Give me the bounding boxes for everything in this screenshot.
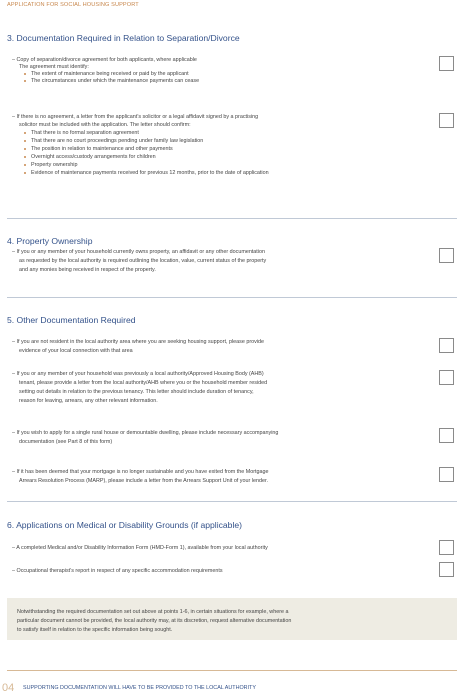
- notice-text: to satisfy itself in relation to the specific information being sought.: [17, 627, 173, 633]
- section-4-text: as requested by the local authority is required outlining the location, value, current status of the property: [19, 258, 267, 264]
- section-3-text: – Copy of separation/divorce agreement for both applicants, where applicable: [12, 57, 197, 63]
- therapist-report-checkbox[interactable]: [439, 562, 454, 577]
- bullet-item: Overnight access/custody arrangements for children: [31, 154, 156, 160]
- section-5-text: tenant, please provide a letter from the local authority/AHB where you or the household member resided: [19, 380, 268, 386]
- bullet-item: That there are no court proceedings pending under family law legislation: [31, 138, 204, 144]
- section-5-text: reason for leaving, arrears, any other relevant information.: [19, 398, 158, 404]
- section-5-text: – If you wish to apply for a single rural house or demountable dwelling, please include necessary accompanying: [12, 430, 279, 436]
- solicitor-letter-checkbox[interactable]: [439, 113, 454, 128]
- section-6-title: 6. Applications on Medical or Disability Grounds (if applicable): [7, 520, 243, 530]
- section-5-text: – If you or any member of your household was previously a local authority/Approved Housing Body (AHB): [12, 371, 264, 377]
- section-3-text: solicitor must be included with the application. The letter should confirm:: [19, 122, 191, 128]
- section-3-text: – If there is no agreement, a letter from the applicant’s solicitor or a legal affidavit signed by a practising: [12, 114, 259, 120]
- section-3-text: The agreement must identify:: [19, 64, 89, 70]
- section-5-text: documentation (see Part 8 of this form): [19, 439, 113, 445]
- bullet-item: The position in relation to maintenance and other payments: [31, 146, 173, 152]
- previous-tenancy-checkbox[interactable]: [439, 370, 454, 385]
- notice-box: [7, 598, 457, 640]
- medical-form-checkbox[interactable]: [439, 540, 454, 555]
- page-header: APPLICATION FOR SOCIAL HOUSING SUPPORT: [7, 2, 139, 8]
- section-divider: [7, 218, 457, 219]
- section-3-title: 3. Documentation Required in Relation to Separation/Divorce: [7, 33, 240, 43]
- footer-divider: [7, 670, 457, 671]
- section-5-text: evidence of your local connection with that area: [19, 348, 133, 354]
- section-5-text: setting out details in relation to the previous tenancy. This letter should include duration of tenancy,: [19, 389, 254, 395]
- marp-checkbox[interactable]: [439, 467, 454, 482]
- section-5-text: – If it has been deemed that your mortgage is no longer sustainable and you have exited from the Mortgage: [12, 469, 269, 475]
- bullet-item: That there is no formal separation agreement: [31, 130, 139, 136]
- notice-text: Notwithstanding the required documentation set out above at points 1-6, in certain situations for example, where a: [17, 609, 289, 615]
- local-connection-checkbox[interactable]: [439, 338, 454, 353]
- bullet-item: The extent of maintenance being received or paid by the applicant: [31, 71, 189, 77]
- section-divider: [7, 501, 457, 502]
- page-number: 04: [2, 682, 15, 694]
- section-5-title: 5. Other Documentation Required: [7, 315, 136, 325]
- section-6-text: – A completed Medical and/or Disability Information Form (HMD-Form 1), available from your local authority: [12, 545, 268, 551]
- section-4-text: and any monies being received in respect of the property.: [19, 267, 156, 273]
- section-6-text: – Occupational therapist’s report in respect of any specific accommodation requirements: [12, 568, 223, 574]
- rural-house-checkbox[interactable]: [439, 428, 454, 443]
- bullet-item: Property ownership: [31, 162, 78, 168]
- footer-text: SUPPORTING DOCUMENTATION WILL HAVE TO BE PROVIDED TO THE LOCAL AUTHORITY: [23, 685, 256, 691]
- bullet-item: Evidence of maintenance payments received for previous 12 months, prior to the date of application: [31, 170, 269, 176]
- section-4-title: 4. Property Ownership: [7, 236, 93, 246]
- section-5-text: Arrears Resolution Process (MARP), please include a letter from the Arrears Support Unit of your lender.: [19, 478, 268, 484]
- bullet-item: The circumstances under which the maintenance payments can cease: [31, 78, 200, 84]
- notice-text: particular document cannot be provided, the local authority may, at its discretion, request alternative documentation: [17, 618, 292, 624]
- section-5-text: – If you are not resident in the local authority area where you are seeking housing support, please provide: [12, 339, 265, 345]
- section-divider: [7, 297, 457, 298]
- property-ownership-checkbox[interactable]: [439, 248, 454, 263]
- separation-agreement-checkbox[interactable]: [439, 56, 454, 71]
- section-4-text: – If you or any member of your household currently owns property, an affidavit or any other documentation: [12, 249, 265, 255]
